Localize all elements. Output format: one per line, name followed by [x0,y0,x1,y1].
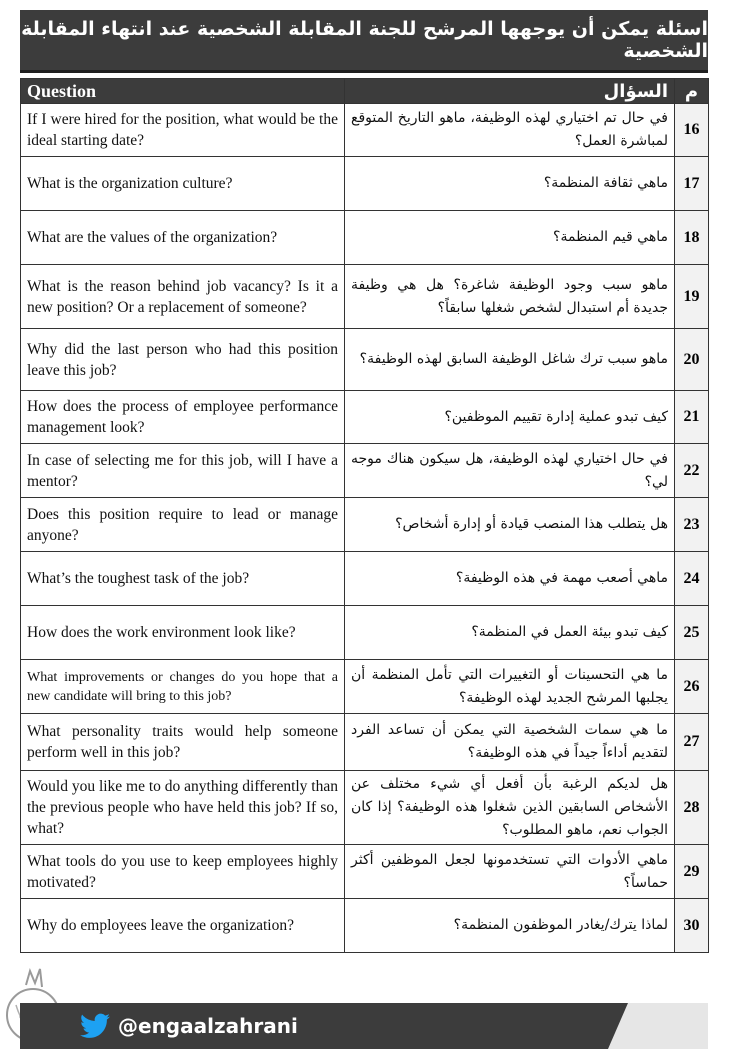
question-english: What improvements or changes do you hope that a new candidate will bring to this job? [21,660,345,714]
question-english: Why do employees leave the organization? [21,899,345,953]
table-row [21,771,709,845]
question-arabic: ماهي ثقافة المنظمة؟ [345,157,675,211]
question-number: 20 [675,329,709,391]
question-arabic: ما هي التحسينات أو التغييرات التي تأمل المنظمة أن يجلبها المرشح الجديد لهذه الوظيفة؟ [345,660,675,714]
table-row [21,211,709,265]
question-english: What personality traits would help someone perform well in this job? [21,714,345,771]
table-row [21,845,709,899]
question-english: How does the process of employee performance management look? [21,391,345,444]
table-row [21,714,709,771]
question-english: How does the work environment look like? [21,606,345,660]
page-title: اسئلة يمكن أن يوجهها المرشح للجنة المقابلة الشخصية عند انتهاء المقابلة الشخصية [20,10,708,73]
table-row [21,498,709,552]
question-arabic: كيف تبدو بيئة العمل في المنظمة؟ [345,606,675,660]
table-row [21,552,709,606]
question-arabic: لماذا يترك/يغادر الموظفون المنظمة؟ [345,899,675,953]
question-arabic: في حال تم اختياري لهذه الوظيفة، ماهو التاريخ المتوقع لمباشرة العمل؟ [345,104,675,157]
question-english: What are the values of the organization? [21,211,345,265]
table-row [21,444,709,498]
question-number: 27 [675,714,709,771]
table-row [21,157,709,211]
question-arabic: هل يتطلب هذا المنصب قيادة أو إدارة أشخاص؟ [345,498,675,552]
question-number: 26 [675,660,709,714]
twitter-bird-icon [80,1013,110,1039]
question-english: What’s the toughest task of the job? [21,552,345,606]
footer-bar [20,1003,708,1049]
header-arabic: السؤال [345,79,675,104]
table-row [21,391,709,444]
question-arabic: ماهو سبب وجود الوظيفة شاغرة؟ هل هي وظيفة جديدة أم استبدال لشخص شغلها سابقاً؟ [345,265,675,329]
question-number: 17 [675,157,709,211]
question-arabic: ما هي سمات الشخصية التي يمكن أن تساعد الفرد لتقديم أداءاً جيداً في هذه الوظيفة؟ [345,714,675,771]
table-row [21,899,709,953]
question-english: What is the reason behind job vacancy? Is it a new position? Or a replacement of someone? [21,265,345,329]
question-number: 25 [675,606,709,660]
question-english: What tools do you use to keep employees highly motivated? [21,845,345,899]
question-number: 21 [675,391,709,444]
table-row [21,660,709,714]
question-number: 29 [675,845,709,899]
table-row [21,265,709,329]
question-english: What is the organization culture? [21,157,345,211]
table-row [21,606,709,660]
table-row [21,329,709,391]
question-number: 28 [675,771,709,845]
question-number: 18 [675,211,709,265]
question-arabic: هل لديكم الرغبة بأن أفعل أي شيء مختلف عن الأشخاص السابقين الذين شغلوا هذه الوظيفة؟ إذا كان الجواب نعم، ماهو المطلوب؟ [345,771,675,845]
question-number: 16 [675,104,709,157]
question-arabic: في حال اختياري لهذه الوظيفة، هل سيكون هناك موجه لي؟ [345,444,675,498]
twitter-handle: @engaalzahrani [118,1014,298,1038]
table-row [21,104,709,157]
header-number: م [675,79,709,104]
question-english: In case of selecting me for this job, will I have a mentor? [21,444,345,498]
question-english: If I were hired for the position, what would be the ideal starting date? [21,104,345,157]
question-arabic: ماهي الأدوات التي تستخدمونها لجعل الموظفين أكثر حماساً؟ [345,845,675,899]
question-arabic: ماهو سبب ترك شاغل الوظيفة السابق لهذه الوظيفة؟ [345,329,675,391]
question-english: Why did the last person who had this position leave this job? [21,329,345,391]
question-number: 23 [675,498,709,552]
header-english: Question [21,79,345,104]
question-arabic: كيف تبدو عملية إدارة تقييم الموظفين؟ [345,391,675,444]
footer-corner [608,1003,708,1049]
question-english: Does this position require to lead or manage anyone? [21,498,345,552]
table-header-row [21,79,709,104]
questions-table [20,78,709,953]
question-number: 24 [675,552,709,606]
question-number: 19 [675,265,709,329]
question-arabic: ماهي أصعب مهمة في هذه الوظيفة؟ [345,552,675,606]
question-arabic: ماهي قيم المنظمة؟ [345,211,675,265]
question-number: 30 [675,899,709,953]
question-number: 22 [675,444,709,498]
question-english: Would you like me to do anything differently than the previous people who have held this job? If so, what? [21,771,345,845]
